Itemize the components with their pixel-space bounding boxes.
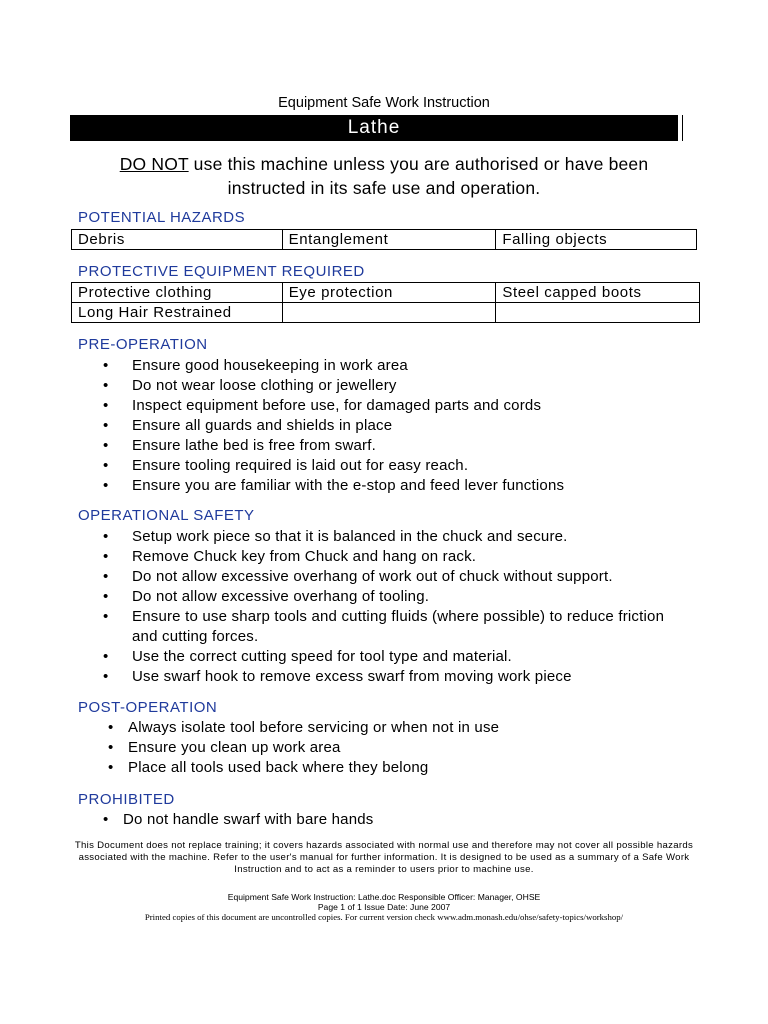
list-item <box>103 396 703 416</box>
bullet-icon: • <box>103 608 109 625</box>
bullet-icon: • <box>108 759 114 776</box>
table-row <box>72 230 697 250</box>
warning-line2: instructed in its safe use and operation. <box>227 178 541 198</box>
ppe-cell: Steel capped boots <box>496 283 700 303</box>
footer-uncontrolled-copies: Printed copies of this document are uncontrolled copies. For current version check www.adm.monash.edu/ohse/safety-topics/workshop/ <box>144 912 624 922</box>
pre-operation-list <box>103 356 703 496</box>
hazard-cell: Falling objects <box>496 230 697 250</box>
bullet-icon: • <box>108 719 114 736</box>
prohibited-heading: PROHIBITED <box>78 791 175 808</box>
list-item-text: Ensure you are familiar with the e-stop and feed lever functions <box>132 477 565 494</box>
bullet-icon: • <box>103 437 109 454</box>
list-item <box>103 667 693 687</box>
bullet-icon: • <box>103 588 109 605</box>
bullet-icon: • <box>103 457 109 474</box>
title-bar-edge <box>682 115 683 141</box>
ppe-cell: Protective clothing <box>72 283 283 303</box>
operational-safety-list <box>103 527 693 687</box>
list-item-text: Always isolate tool before servicing or when not in use <box>128 719 500 736</box>
list-item <box>103 607 693 647</box>
list-item-text: Do not allow excessive overhang of work out of chuck without support. <box>132 568 613 585</box>
ppe-heading: PROTECTIVE EQUIPMENT REQUIRED <box>78 263 365 280</box>
list-item-text: Place all tools used back where they belong <box>128 759 429 776</box>
list-item <box>103 567 693 587</box>
document-title: Lathe <box>347 117 401 138</box>
hazard-cell: Entanglement <box>282 230 496 250</box>
ppe-cell <box>282 303 496 323</box>
bullet-icon: • <box>103 668 109 685</box>
list-item-text: Do not allow excessive overhang of tooling. <box>132 588 430 605</box>
bullet-icon: • <box>103 548 109 565</box>
operational-safety-heading: OPERATIONAL SAFETY <box>78 507 255 524</box>
hazard-cell: Debris <box>72 230 283 250</box>
list-item <box>103 547 693 567</box>
hazards-table <box>71 229 697 250</box>
list-item <box>103 416 703 436</box>
post-operation-list <box>108 718 698 778</box>
bullet-icon: • <box>103 811 109 828</box>
list-item <box>103 647 693 667</box>
list-item-text: Do not handle swarf with bare hands <box>123 811 374 828</box>
list-item-text: Remove Chuck key from Chuck and hang on rack. <box>132 548 477 565</box>
document-subtitle: Equipment Safe Work Instruction <box>278 95 490 111</box>
table-row <box>72 283 700 303</box>
pre-operation-heading: PRE-OPERATION <box>78 336 208 353</box>
list-item <box>103 476 703 496</box>
bullet-icon: • <box>103 648 109 665</box>
list-item-text: Ensure good housekeeping in work area <box>132 357 408 374</box>
list-item-text: Ensure to use sharp tools and cutting fluids (where possible) to reduce friction and cutting forces. <box>132 608 665 645</box>
list-item <box>108 758 698 778</box>
list-item <box>108 718 698 738</box>
bullet-icon: • <box>103 397 109 414</box>
list-item <box>108 738 698 758</box>
list-item-text: Ensure all guards and shields in place <box>132 417 393 434</box>
bullet-icon: • <box>103 528 109 545</box>
ppe-cell: Eye protection <box>282 283 496 303</box>
disclaimer-text: This Document does not replace training; it covers hazards associated with normal use and therefore may not cover all possible hazards associated with the machine. Refer to the user's manual for further information. It is designed to be used as a summary of a Safe Work Instruction and to act as a reminder to users prior to machine use. <box>74 840 694 875</box>
bullet-icon: • <box>108 739 114 756</box>
list-item <box>103 527 693 547</box>
bullet-icon: • <box>103 377 109 394</box>
ppe-cell <box>496 303 700 323</box>
footer-document-info: Equipment Safe Work Instruction: Lathe.doc Responsible Officer: Manager, OHSE <box>227 892 541 902</box>
authorisation-warning <box>60 152 708 200</box>
list-item <box>103 436 703 456</box>
document-title-bar <box>70 115 678 141</box>
list-item-text: Ensure lathe bed is free from swarf. <box>132 437 376 454</box>
list-item-text: Setup work piece so that it is balanced in the chuck and secure. <box>132 528 568 545</box>
list-item <box>103 456 703 476</box>
warning-line1: use this machine unless you are authorised or have been <box>188 154 649 174</box>
prohibited-list <box>103 810 693 830</box>
bullet-icon: • <box>103 417 109 434</box>
bullet-icon: • <box>103 477 109 494</box>
post-operation-heading: POST-OPERATION <box>78 699 218 716</box>
warning-emphasis: DO NOT <box>119 154 189 174</box>
list-item-text: Inspect equipment before use, for damaged parts and cords <box>132 397 542 414</box>
table-row <box>72 303 700 323</box>
bullet-icon: • <box>103 568 109 585</box>
list-item <box>103 810 693 830</box>
list-item <box>103 376 703 396</box>
ppe-cell: Long Hair Restrained <box>72 303 283 323</box>
list-item <box>103 356 703 376</box>
list-item <box>103 587 693 607</box>
bullet-icon: • <box>103 357 109 374</box>
list-item-text: Use the correct cutting speed for tool type and material. <box>132 648 512 665</box>
list-item-text: Use swarf hook to remove excess swarf from moving work piece <box>132 668 572 685</box>
list-item-text: Do not wear loose clothing or jewellery <box>132 377 397 394</box>
ppe-table <box>71 282 700 323</box>
hazards-heading: POTENTIAL HAZARDS <box>78 209 246 226</box>
list-item-text: Ensure you clean up work area <box>128 739 341 756</box>
list-item-text: Ensure tooling required is laid out for easy reach. <box>132 457 469 474</box>
footer-page-info: Page 1 of 1 Issue Date: June 2007 <box>317 902 451 912</box>
